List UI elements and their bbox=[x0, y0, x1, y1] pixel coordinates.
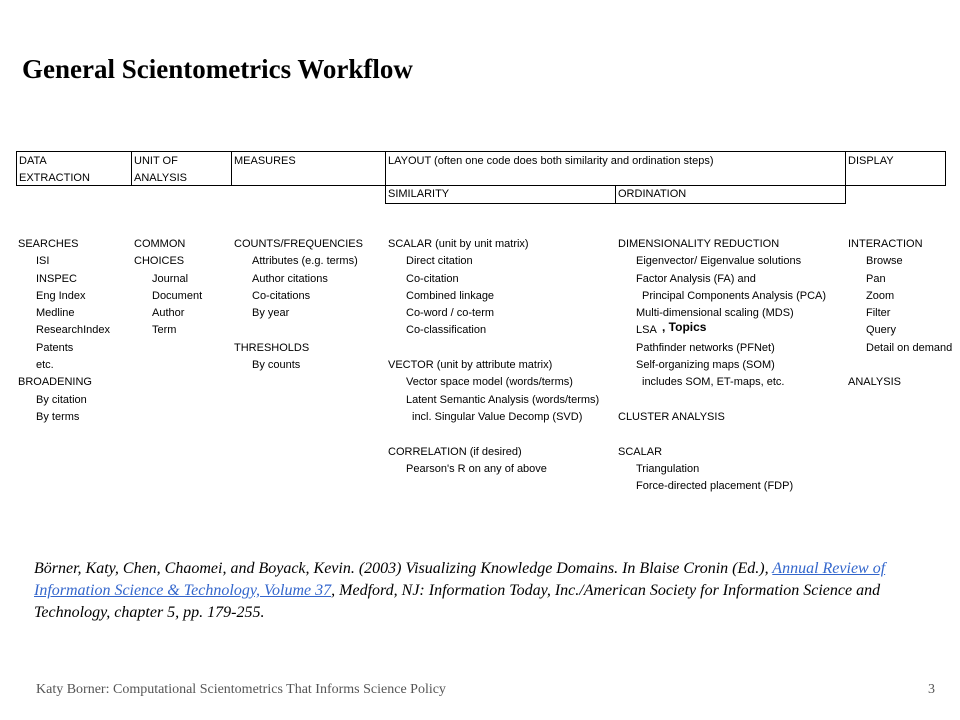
column-data-extraction bbox=[18, 236, 110, 426]
list-item: Multi-dimensional scaling (MDS) bbox=[636, 307, 794, 320]
section-heading: DIMENSIONALITY REDUCTION bbox=[618, 238, 780, 250]
column-unit-of-analysis bbox=[134, 236, 202, 340]
list-item: Co-word / co-term bbox=[406, 307, 495, 320]
list-item: Medline bbox=[36, 307, 75, 320]
header-measures: MEASURES bbox=[231, 151, 386, 186]
header-layout: LAYOUT (often one code does both similarity and ordination steps) bbox=[385, 151, 846, 186]
list-item: Direct citation bbox=[406, 255, 473, 268]
column-ordination bbox=[618, 236, 826, 495]
citation bbox=[34, 558, 944, 624]
list-item: Detail on demand bbox=[866, 341, 953, 354]
list-item: Factor Analysis (FA) and bbox=[636, 272, 756, 285]
section-heading: CHOICES bbox=[134, 255, 185, 268]
spacer bbox=[234, 322, 363, 339]
column-display bbox=[848, 236, 952, 392]
list-item: Patents bbox=[36, 341, 74, 354]
header-unit-of-analysis: UNIT OF ANALYSIS bbox=[131, 151, 232, 186]
section-heading: COMMON bbox=[134, 238, 186, 250]
list-item: Attributes (e.g. terms) bbox=[252, 255, 358, 268]
list-item: Journal bbox=[152, 272, 189, 285]
section-heading: ANALYSIS bbox=[848, 376, 901, 389]
section-heading: SCALAR (unit by unit matrix) bbox=[388, 238, 529, 250]
list-item: Eigenvector/ Eigenvalue solutions bbox=[636, 255, 802, 268]
list-item: INSPEC bbox=[36, 272, 77, 285]
list-item: Combined linkage bbox=[406, 289, 495, 302]
list-item: Force-directed placement (FDP) bbox=[636, 480, 794, 493]
list-item: By terms bbox=[36, 410, 80, 423]
spacer bbox=[618, 392, 826, 409]
list-item: includes SOM, ET-maps, etc. bbox=[642, 376, 785, 389]
section-heading: SCALAR bbox=[618, 445, 663, 458]
list-item: Document bbox=[152, 289, 203, 302]
list-item: ISI bbox=[36, 255, 50, 268]
list-item: By year bbox=[252, 307, 290, 320]
list-item: By counts bbox=[252, 359, 301, 372]
section-heading: CLUSTER ANALYSIS bbox=[618, 410, 725, 423]
slide-title: General Scientometrics Workflow bbox=[22, 54, 413, 84]
list-item: Triangulation bbox=[636, 462, 700, 475]
list-item: Eng Index bbox=[36, 289, 86, 302]
list-item: Co-classification bbox=[406, 324, 487, 337]
section-heading: INTERACTION bbox=[848, 238, 923, 250]
list-item: Co-citations bbox=[252, 289, 311, 302]
list-item: Self-organizing maps (SOM) bbox=[636, 359, 775, 372]
list-item: By citation bbox=[36, 393, 87, 406]
list-item: Query bbox=[866, 324, 896, 337]
list-item: Browse bbox=[866, 255, 903, 268]
list-item: Filter bbox=[866, 307, 891, 320]
list-item: ResearchIndex bbox=[36, 324, 110, 337]
list-item: Pathfinder networks (PFNet) bbox=[636, 341, 775, 354]
list-item: etc. bbox=[36, 359, 54, 372]
column-measures bbox=[234, 236, 363, 374]
list-item: Author citations bbox=[252, 272, 328, 285]
topics-annotation: , Topics bbox=[662, 320, 707, 334]
header-ordination: ORDINATION bbox=[615, 185, 846, 204]
list-item: Co-citation bbox=[406, 272, 459, 285]
spacer bbox=[388, 426, 599, 443]
list-item: Term bbox=[152, 324, 177, 337]
citation-link[interactable]: Annual Review of Information Science & Technology, Volume 37 bbox=[34, 560, 886, 599]
section-heading: BROADENING bbox=[18, 376, 92, 389]
list-item: Author bbox=[152, 307, 185, 320]
section-heading: SEARCHES bbox=[18, 238, 79, 250]
list-item: incl. Singular Value Decomp (SVD) bbox=[412, 410, 583, 423]
section-heading: COUNTS/FREQUENCIES bbox=[234, 238, 363, 250]
column-similarity bbox=[388, 236, 599, 478]
header-data-extraction: DATA EXTRACTION bbox=[16, 151, 132, 186]
list-item: Zoom bbox=[866, 289, 895, 302]
header-similarity: SIMILARITY bbox=[385, 185, 616, 204]
citation-text-after: , Medford, NJ: Information Today, Inc./American Society for Information Science and Technology, chapter 5, pp. 179-255. bbox=[34, 582, 881, 621]
citation-text-before: Börner, Katy, Chen, Chaomei, and Boyack, Kevin. (2003) Visualizing Knowledge Domains. In Blaise Cronin (Ed.), bbox=[34, 560, 773, 577]
list-item: Principal Components Analysis (PCA) bbox=[642, 289, 827, 302]
section-heading: THRESHOLDS bbox=[234, 341, 310, 354]
list-item: Pan bbox=[866, 272, 886, 285]
list-item: Pearson's R on any of above bbox=[406, 462, 547, 475]
spacer bbox=[848, 357, 952, 374]
list-item: LSA bbox=[636, 324, 657, 337]
spacer bbox=[388, 340, 599, 357]
section-heading: VECTOR (unit by attribute matrix) bbox=[388, 359, 553, 372]
list-item: Latent Semantic Analysis (words/terms) bbox=[406, 393, 600, 406]
list-item: Vector space model (words/terms) bbox=[406, 376, 573, 389]
page-number: 3 bbox=[928, 682, 935, 697]
section-heading: CORRELATION (if desired) bbox=[388, 445, 522, 458]
header-display: DISPLAY bbox=[845, 151, 946, 186]
footer-text: Katy Borner: Computational Scientometrics That Informs Science Policy bbox=[36, 682, 446, 697]
spacer bbox=[618, 426, 826, 443]
